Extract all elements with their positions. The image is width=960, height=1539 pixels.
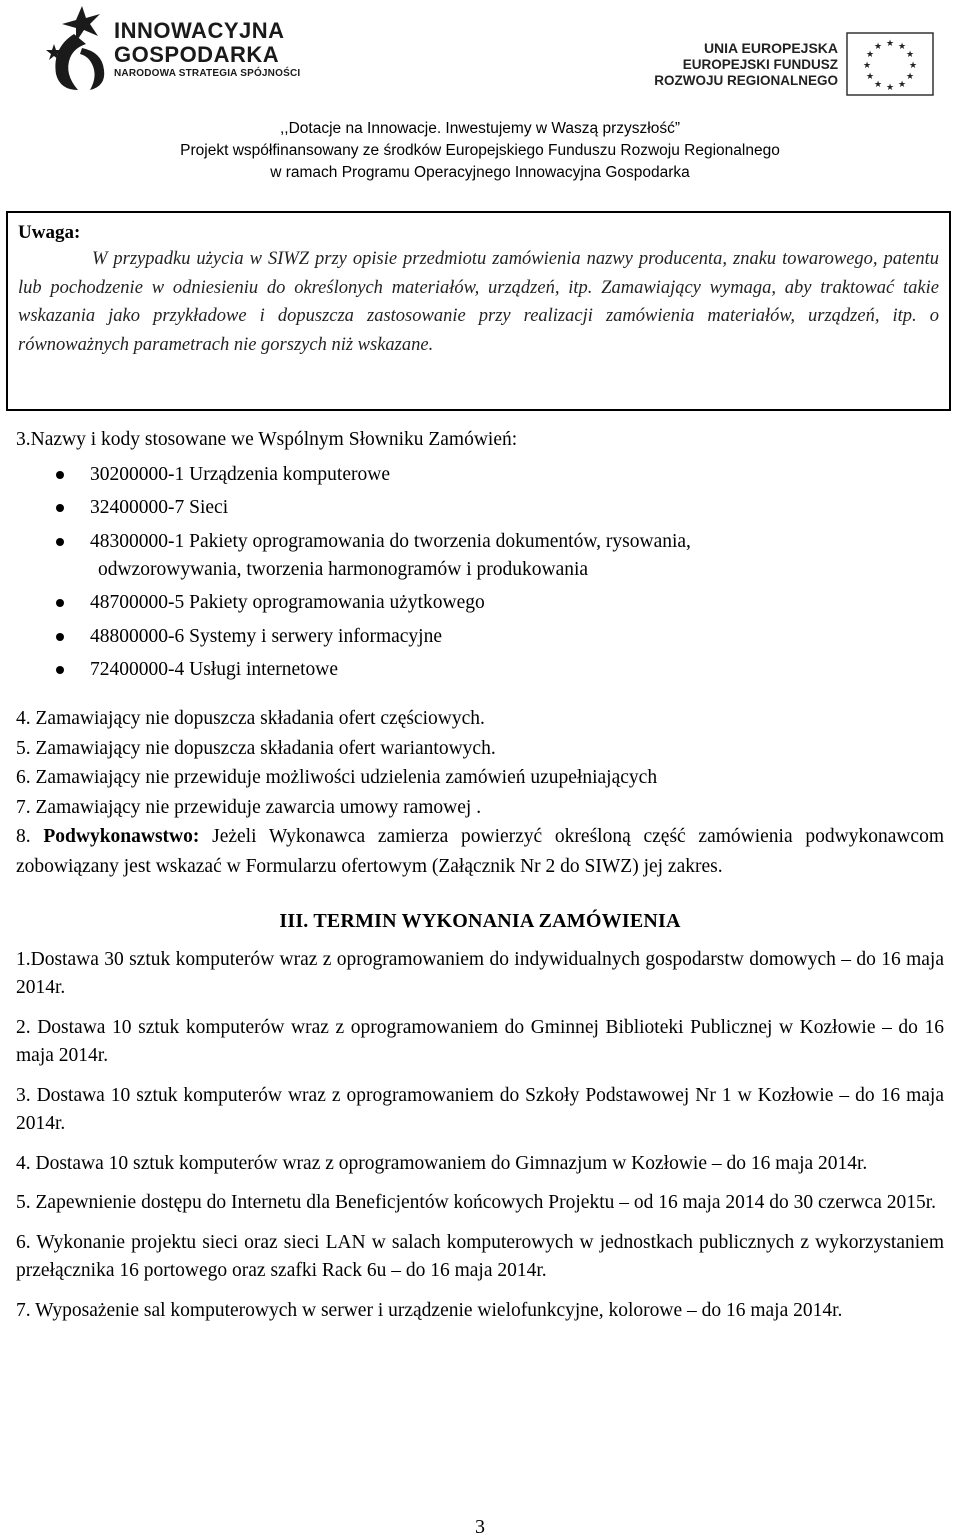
page-number: 3 [475, 1516, 485, 1538]
deadline-item: 6. Wykonanie projektu sieci oraz sieci LAN w salach komputerowych w jednostkach publicznych z wykorzystaniem przełącznika 16 portowego oraz szafki Rack 6u – do 16 maja 2014r. [16, 1231, 944, 1281]
svg-text:★: ★ [897, 79, 907, 89]
logo-line-innowacyjna: INNOWACYJNA [114, 18, 285, 43]
provision-8 [16, 822, 944, 881]
svg-text:★: ★ [873, 79, 883, 89]
note-box [6, 211, 951, 411]
deadline-item: 1.Dostawa 30 sztuk komputerów wraz z oprogramowaniem do indywidualnych gospodarstw domowych – do 16 maja 2014r. [16, 948, 944, 998]
list-item [16, 461, 944, 489]
eu-line-unia: UNIA EUROPEJSKA [703, 40, 838, 56]
deadline-item: 5. Zapewnienie dostępu do Internetu dla Beneficjentów końcowych Projektu – od 16 maja 2014 do 30 czerwca 2015r. [16, 1192, 937, 1213]
list-item [16, 589, 944, 617]
innowacyjna-gospodarka-logo [46, 4, 301, 92]
svg-text:★: ★ [885, 82, 895, 92]
list-item [16, 494, 944, 522]
document-body [16, 426, 944, 1336]
numbered-provisions [16, 704, 944, 881]
cpv-code-text: 48300000-1 Pakiety oprogramowania do tworzenia dokumentów, rysowania, [90, 530, 691, 552]
provision-5: 5. Zamawiający nie dopuszcza składania ofert wariantowych. [16, 737, 496, 759]
cpv-code-text: 48700000-5 Pakiety oprogramowania użytkowego [90, 592, 485, 613]
bullet-icon [56, 471, 64, 479]
svg-text:★: ★ [865, 49, 875, 59]
eu-line-rozwoju: ROZWOJU REGIONALNEGO [654, 73, 838, 88]
cpv-heading [16, 426, 944, 455]
svg-text:★: ★ [905, 71, 915, 81]
provision-8-number: 8. [16, 826, 44, 847]
provision-7: 7. Zamawiający nie przewiduje zawarcia umowy ramowej . [16, 796, 482, 818]
bullet-icon [56, 504, 64, 512]
provision-8-text: Jeżeli Wykonawca zamierza powierzyć określoną część zamówienia podwykonawcom zobowiązany jest wskazać w Formularzu ofertowym (Załącznik Nr 2 do SIWZ) jej zakres. [16, 826, 944, 877]
list-item [16, 623, 944, 651]
project-programme: w ramach Programu Operacyjnego Innowacyjna Gospodarka [270, 164, 690, 181]
star-figure-icon [46, 4, 112, 92]
note-text: W przypadku użycia w SIWZ przy opisie przedmiotu zamówienia nazwy producenta, znaku towarowego, patentu lub pochodzenie w odniesieniu do określonych materiałów, urządzeń, itp. Zamawiający wymaga, aby traktować takie wskazania jako przykładowe i dopuszcza zastosowanie przy realizacji zamówienia materiałów, urządzeń, itp. o równoważnych parametrach nie gorszych niż wskazane. [18, 249, 939, 355]
eu-fund-logo [644, 28, 944, 98]
cpv-code-continuation: odwzorowywania, tworzenia harmonogramów i produkowania [98, 558, 589, 580]
svg-text:★: ★ [862, 60, 872, 70]
svg-text:★: ★ [905, 49, 915, 59]
cpv-code-list [16, 461, 944, 685]
logo-line-gospodarka: GOSPODARKA [114, 42, 280, 67]
deadline-item: 3. Dostawa 10 sztuk komputerów wraz z oprogramowaniem do Szkoły Podstawowej Nr 1 w Kozłowie – do 16 maja 2014r. [16, 1084, 944, 1134]
project-tagline: ,,Dotacje na Innowacje. Inwestujemy w Waszą przyszłość” [280, 120, 680, 137]
cpv-code-text: 48800000-6 Systemy i serwery informacyjne [90, 625, 443, 647]
eu-flag-icon [846, 32, 934, 96]
note-title: Uwaga: [18, 222, 81, 243]
cpv-code-text: 32400000-7 Sieci [90, 497, 229, 518]
section-title-termin: III. TERMIN WYKONANIA ZAMÓWIENIA [279, 910, 681, 932]
deadline-item: 2. Dostawa 10 sztuk komputerów wraz z oprogramowaniem do Gminnej Biblioteki Publicznej w Kozłowie – do 16 maja 2014r. [16, 1016, 944, 1066]
bullet-icon [56, 666, 64, 674]
svg-text:★: ★ [908, 60, 918, 70]
provision-4: 4. Zamawiający nie dopuszcza składania ofert częściowych. [16, 708, 485, 729]
project-cofinancing: Projekt współfinansowany ze środków Europejskiego Funduszu Rozwoju Regionalnego [180, 142, 780, 159]
project-header [0, 118, 960, 184]
provision-8-label: Podwykonawstwo: [43, 826, 200, 847]
bullet-icon [56, 538, 64, 546]
logo-line-strategia: NARODOWA STRATEGIA SPÓJNOŚCI [114, 68, 301, 79]
svg-text:★: ★ [897, 41, 907, 51]
svg-text:★: ★ [865, 71, 875, 81]
provision-6: 6. Zamawiający nie przewiduje możliwości udzielenia zamówień uzupełniających [16, 767, 658, 788]
cpv-code-text: 30200000-1 Urządzenia komputerowe [90, 463, 390, 485]
bullet-icon [56, 599, 64, 607]
deadline-item: 7. Wyposażenie sal komputerowych w serwer i urządzenie wielofunkcyjne, kolorowe – do 16 maja 2014r. [16, 1299, 843, 1321]
bullet-icon [56, 633, 64, 641]
eu-line-fundusz: EUROPEJSKI FUNDUSZ [682, 57, 838, 72]
deadline-item: 4. Dostawa 10 sztuk komputerów wraz z oprogramowaniem do Gimnazjum w Kozłowie – do 16 maja 2014r. [16, 1152, 868, 1174]
cpv-heading-number: 3. [16, 429, 31, 450]
svg-text:★: ★ [873, 41, 883, 51]
list-item [16, 528, 944, 584]
svg-text:★: ★ [885, 38, 895, 48]
cpv-code-text: 72400000-4 Usługi internetowe [90, 659, 339, 680]
deadline-list [16, 946, 944, 1326]
list-item [16, 656, 944, 684]
cpv-heading-text: Nazwy i kody stosowane we Wspólnym Słowniku Zamówień: [30, 429, 518, 450]
